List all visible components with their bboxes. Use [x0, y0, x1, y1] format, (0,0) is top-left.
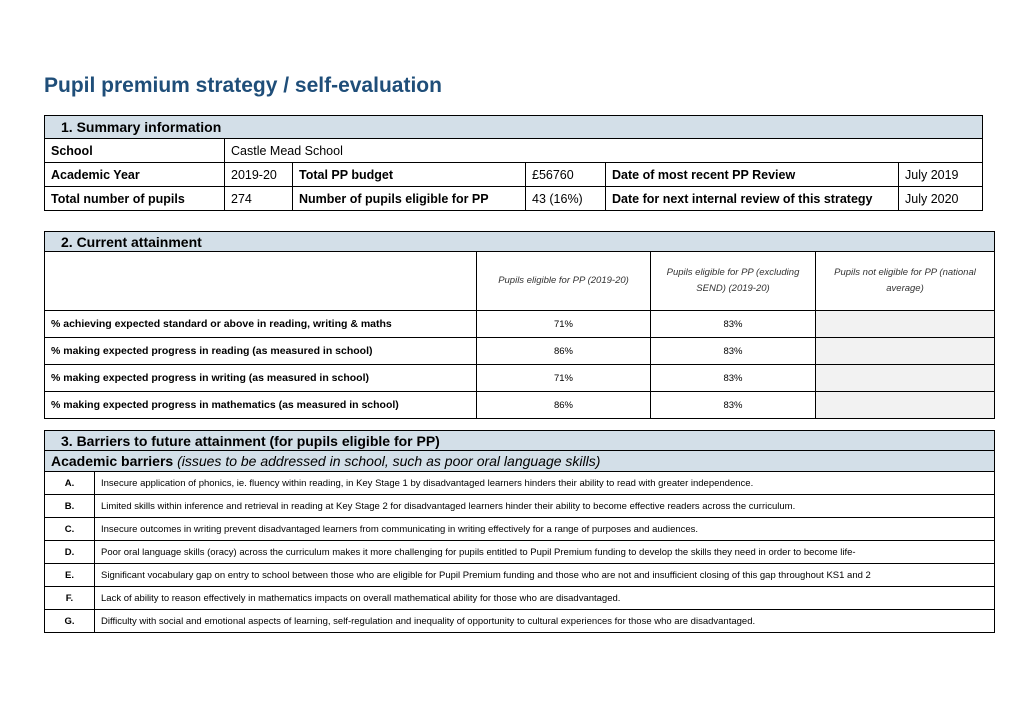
cell-not-pp: [816, 338, 995, 365]
school-label: School: [45, 139, 225, 163]
summary-table: [44, 115, 983, 211]
budget-label: Total PP budget: [293, 163, 526, 187]
column-header: Pupils not eligible for PP (national average): [816, 252, 995, 311]
column-header: Pupils eligible for PP (excluding SEND) (2019-20): [651, 252, 816, 311]
barrier-text: Significant vocabulary gap on entry to school between those who are eligible for Pupil Premium funding and those who are not and insufficient closing of this gap throughout KS1 and 2: [95, 564, 995, 587]
row-label: % making expected progress in mathematics (as measured in school): [45, 392, 477, 419]
barrier-letter: D.: [45, 541, 95, 564]
academic-year-label: Academic Year: [45, 163, 225, 187]
list-item: [45, 541, 995, 564]
table-row: [45, 365, 995, 392]
budget-value: £56760: [526, 163, 606, 187]
table-row: [45, 311, 995, 338]
column-header: Pupils eligible for PP (2019-20): [477, 252, 651, 311]
table-row: [45, 338, 995, 365]
cell-not-pp: [816, 311, 995, 338]
attainment-table: [44, 231, 995, 419]
list-item: [45, 518, 995, 541]
recent-review-label: Date of most recent PP Review: [606, 163, 899, 187]
row-label: % achieving expected standard or above in reading, writing & maths: [45, 311, 477, 338]
academic-year-value: 2019-20: [225, 163, 293, 187]
recent-review-value: July 2019: [899, 163, 983, 187]
barriers-table: [44, 430, 995, 633]
row-label: % making expected progress in reading (as measured in school): [45, 338, 477, 365]
barrier-text: Limited skills within inference and retrieval in reading at Key Stage 2 for disadvantaged learners hinder their ability to become effective readers across the curriculum.: [95, 495, 995, 518]
school-value: Castle Mead School: [225, 139, 983, 163]
total-pupils-label: Total number of pupils: [45, 187, 225, 211]
barrier-letter: F.: [45, 587, 95, 610]
table-row: [45, 392, 995, 419]
academic-barriers-note: (issues to be addressed in school, such as poor oral language skills): [177, 453, 601, 469]
next-review-value: July 2020: [899, 187, 983, 211]
cell-pp: 86%: [477, 338, 651, 365]
barrier-letter: C.: [45, 518, 95, 541]
next-review-label: Date for next internal review of this strategy: [606, 187, 899, 211]
academic-barriers-subheader: [45, 451, 995, 472]
list-item: [45, 495, 995, 518]
list-item: [45, 472, 995, 495]
cell-not-pp: [816, 365, 995, 392]
eligible-value: 43 (16%): [526, 187, 606, 211]
barrier-text: Lack of ability to reason effectively in mathematics impacts on overall mathematical ability for those who are disadvantaged.: [95, 587, 995, 610]
cell-pp-ex-send: 83%: [651, 392, 816, 419]
cell-pp: 86%: [477, 392, 651, 419]
barrier-text: Insecure application of phonics, ie. fluency within reading, in Key Stage 1 by disadvantaged learners hinders their ability to read with greater independence.: [95, 472, 995, 495]
barrier-text: Difficulty with social and emotional aspects of learning, self-regulation and inequality of opportunity to cultural experiences for those who are disadvantaged.: [95, 610, 995, 633]
list-item: [45, 610, 995, 633]
cell-pp: 71%: [477, 311, 651, 338]
cell-pp-ex-send: 83%: [651, 311, 816, 338]
barrier-letter: A.: [45, 472, 95, 495]
barrier-letter: E.: [45, 564, 95, 587]
barrier-text: Poor oral language skills (oracy) across the curriculum makes it more challenging for pupils entitled to Pupil Premium funding to develop the skills they need in order to become life-: [95, 541, 995, 564]
attainment-header: 2. Current attainment: [45, 232, 995, 252]
cell-pp: 71%: [477, 365, 651, 392]
academic-barriers-label: Academic barriers: [51, 453, 174, 469]
cell-not-pp: [816, 392, 995, 419]
barrier-letter: G.: [45, 610, 95, 633]
summary-header: 1. Summary information: [45, 116, 983, 139]
eligible-label: Number of pupils eligible for PP: [293, 187, 526, 211]
page-title: Pupil premium strategy / self-evaluation: [44, 74, 442, 97]
barriers-header: 3. Barriers to future attainment (for pupils eligible for PP): [45, 431, 995, 451]
attainment-corner: [45, 252, 477, 311]
barrier-text: Insecure outcomes in writing prevent disadvantaged learners from communicating in writing effectively for a range of purposes and audiences.: [95, 518, 995, 541]
cell-pp-ex-send: 83%: [651, 365, 816, 392]
list-item: [45, 587, 995, 610]
total-pupils-value: 274: [225, 187, 293, 211]
list-item: [45, 564, 995, 587]
barrier-letter: B.: [45, 495, 95, 518]
cell-pp-ex-send: 83%: [651, 338, 816, 365]
row-label: % making expected progress in writing (as measured in school): [45, 365, 477, 392]
